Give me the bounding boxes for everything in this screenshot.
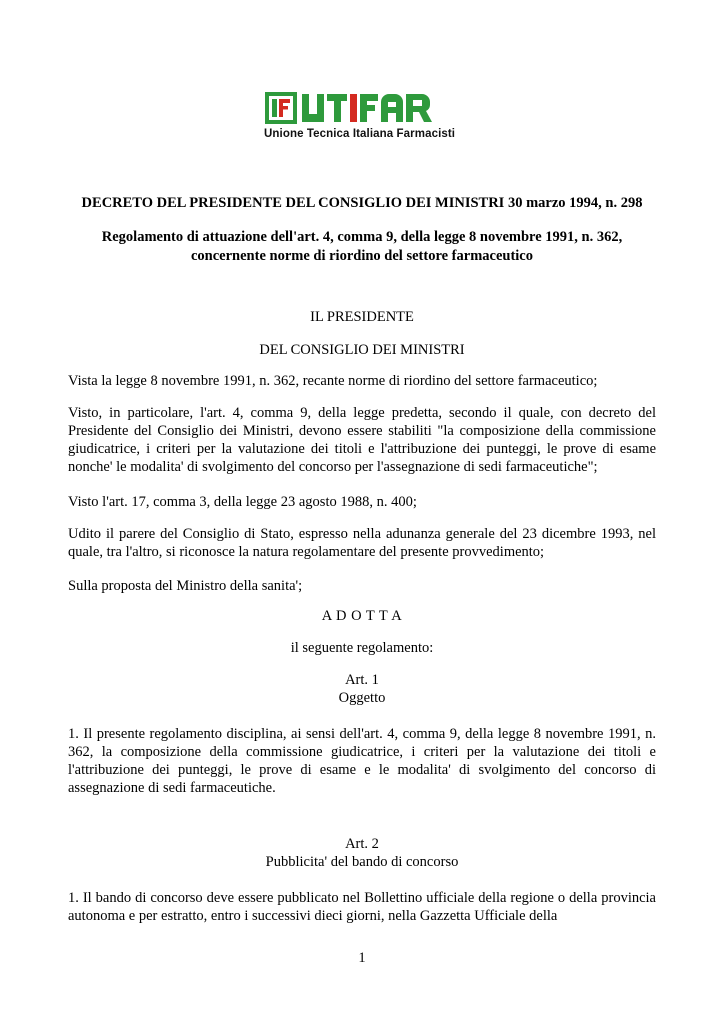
heading-presidente: IL PRESIDENTE <box>310 309 414 325</box>
article-1-title: Oggetto <box>338 690 386 706</box>
paragraph-udito-parere: Udito il parere del Consiglio di Stato, espresso nella adunanza generale del 23 dicembre 1993, nel quale, tra l'altro, si riconosce la natura regolamentare del presente provvedimento; <box>68 526 656 560</box>
paragraph-visto-art4: Visto, in particolare, l'art. 4, comma 9, della legge predetta, secondo il quale, con decreto del Presidente del Consiglio dei Ministri, devono essere stabiliti "la composizione della commissione giudicatrice, i criteri per la valutazione dei titoli e l'attribuzione dei punteggi, le prove di esame nonche' le modalita' di svolgimento del concorso per l'assegnazione di sedi farmaceutiche"; <box>68 405 656 475</box>
adotta-heading: A D O T T A <box>321 608 403 624</box>
seguente-regolamento: il seguente regolamento: <box>290 640 434 656</box>
article-2-number: Art. 2 <box>345 836 379 852</box>
article-1-paragraph-1: 1. Il presente regolamento disciplina, ai sensi dell'art. 4, comma 9, della legge 8 novembre 1991, n. 362, la composizione della commissione giudicatrice, i criteri per la valutazione dei titoli e l'attribuzione dei punteggi, le prove di esame e le modalita' di svolgimento del concorso di assegnazione di sedi farmaceutiche. <box>68 726 656 796</box>
page-number: 1 <box>358 950 366 966</box>
utifar-logo-graphic <box>262 90 458 126</box>
paragraph-visto-art17: Visto l'art. 17, comma 3, della legge 23 agosto 1988, n. 400; <box>68 494 417 510</box>
article-2-paragraph-1: 1. Il bando di concorso deve essere pubblicato nel Bollettino ufficiale della regione o della provincia autonoma e per estratto, entro i successivi dieci giorni, nella Gazzetta Ufficiale della <box>68 890 656 924</box>
paragraph-proposta-ministro: Sulla proposta del Ministro della sanita'; <box>68 578 303 594</box>
utifar-logo <box>262 90 462 150</box>
document-subtitle-line-1: Regolamento di attuazione dell'art. 4, comma 9, della legge 8 novembre 1991, n. 362, <box>101 229 623 245</box>
article-1-number: Art. 1 <box>345 672 379 688</box>
document-subtitle-line-2: concernente norme di riordino del settore farmaceutico <box>191 248 533 264</box>
paragraph-vista-legge: Vista la legge 8 novembre 1991, n. 362, recante norme di riordino del settore farmaceutico; <box>68 373 598 389</box>
heading-consiglio: DEL CONSIGLIO DEI MINISTRI <box>259 342 465 358</box>
document-title: DECRETO DEL PRESIDENTE DEL CONSIGLIO DEI MINISTRI 30 marzo 1994, n. 298 <box>81 195 643 211</box>
logo-subtitle: Unione Tecnica Italiana Farmacisti <box>264 128 456 140</box>
article-2-title: Pubblicita' del bando di concorso <box>265 854 459 870</box>
